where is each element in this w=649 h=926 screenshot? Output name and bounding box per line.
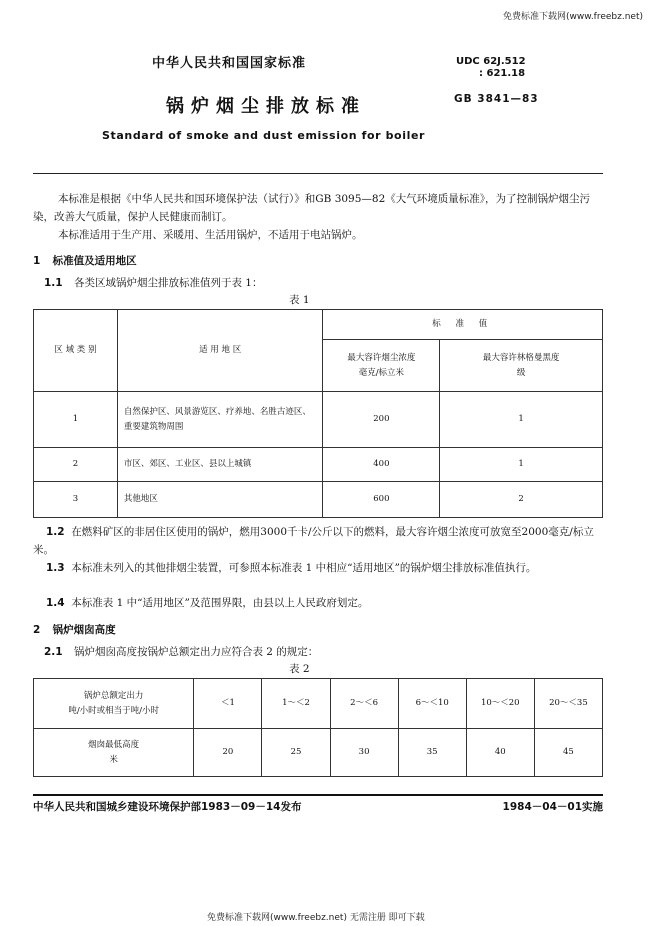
udc-code-continued: : 621.18	[479, 68, 526, 79]
section-title: 标准值及适用地区	[52, 255, 137, 267]
table-2-caption: 表 2	[289, 663, 310, 675]
chimney-height-table	[33, 678, 603, 777]
header-divider	[33, 173, 603, 174]
area-cell: 自然保护区、风景游览区、疗养地、名胜古迹区、重要建筑物周围	[117, 392, 323, 448]
section-title: 锅炉烟囱高度	[52, 624, 116, 636]
area-cell: 其他地区	[117, 482, 323, 518]
gb-code: GB 3841—83	[454, 93, 539, 105]
capacity-cell: ＜1	[194, 679, 262, 729]
capacity-cell: 10～＜20	[466, 679, 534, 729]
table-header-row	[34, 310, 603, 340]
capacity-row	[34, 679, 603, 729]
clause-text: 本标准表 1 中“适用地区”及范围界限，由县以上人民政府划定。	[71, 597, 369, 609]
height-cell: 35	[398, 729, 466, 777]
watermark-top: 免费标准下载网(www.freebz.net)	[503, 12, 643, 22]
clause-number: 1.3	[46, 562, 65, 574]
standard-title-cn: 锅炉烟尘排放标准	[166, 96, 366, 117]
height-row-label: 烟囱最低高度 米	[34, 729, 194, 777]
clause-text: 锅炉烟囱高度按锅炉总额定出力应符合表 2 的规定：	[73, 646, 319, 658]
zone-cell: 3	[34, 482, 118, 518]
zone-cell: 1	[34, 392, 118, 448]
clause-1-3	[33, 559, 603, 577]
column-header-area: 适 用 地 区	[117, 310, 323, 392]
section-1-heading	[33, 253, 137, 268]
dust-cell: 400	[323, 448, 440, 482]
column-header-zone: 区 域 类 别	[34, 310, 118, 392]
height-cell: 40	[466, 729, 534, 777]
area-cell: 市区、郊区、工业区、县以上城镇	[117, 448, 323, 482]
height-cell: 20	[194, 729, 262, 777]
clause-2-1	[44, 644, 318, 659]
capacity-cell: 6～＜10	[398, 679, 466, 729]
clause-number: 1.4	[46, 597, 65, 609]
height-cell: 45	[534, 729, 602, 777]
udc-code: UDC 62J.512	[456, 56, 526, 67]
zone-cell: 2	[34, 448, 118, 482]
height-cell: 25	[262, 729, 330, 777]
issuer-line: 中华人民共和国城乡建设环境保护部1983－09－14发布	[33, 801, 302, 813]
clause-1-2	[33, 523, 603, 559]
table-1-caption: 表 1	[289, 294, 310, 306]
height-row	[34, 729, 603, 777]
table-row	[34, 392, 603, 448]
clause-text: 在燃料矿区的非居住区使用的锅炉，燃用3000千卡/公斤以下的燃料，最大容许烟尘浓度可放宽至2000毫克/标立米。	[33, 526, 594, 556]
dust-cell: 600	[323, 482, 440, 518]
watermark-bottom: 免费标准下载网(www.freebz.net) 无需注册 即可下载	[207, 913, 425, 923]
column-header-ringelmann: 最大容许林格曼黑度 级	[440, 340, 603, 392]
clause-number: 1.1	[44, 277, 63, 289]
clause-1-4	[33, 594, 603, 612]
capacity-cell: 2～＜6	[330, 679, 398, 729]
dust-cell: 200	[323, 392, 440, 448]
column-header-standard: 标 准 值	[323, 310, 603, 340]
emission-standard-table	[33, 309, 603, 518]
capacity-cell: 20～＜35	[534, 679, 602, 729]
ringelmann-cell: 1	[440, 448, 603, 482]
column-header-dust: 最大容许烟尘浓度 毫克/标立米	[323, 340, 440, 392]
clause-number: 1.2	[46, 526, 65, 538]
table-row	[34, 482, 603, 518]
capacity-row-label: 锅炉总额定出力 吨/小时或相当于吨/小时	[34, 679, 194, 729]
effective-date: 1984－04－01实施	[502, 801, 603, 813]
clause-text: 本标准未列入的其他排烟尘装置，可参照本标准表 1 中相应“适用地区”的锅炉烟尘排放标准值执行。	[71, 562, 537, 574]
intro-paragraph-2: 本标准适用于生产用、采暖用、生活用锅炉，不适用于电站锅炉。	[58, 229, 363, 241]
capacity-cell: 1～＜2	[262, 679, 330, 729]
clause-1-1	[44, 275, 262, 290]
clause-text: 各类区域锅炉烟尘排放标准值列于表 1：	[73, 277, 263, 289]
height-cell: 30	[330, 729, 398, 777]
section-number: 1	[33, 255, 41, 267]
clause-number: 2.1	[44, 646, 63, 658]
section-2-heading	[33, 622, 116, 637]
table-row	[34, 448, 603, 482]
footer-divider	[33, 794, 603, 796]
section-number: 2	[33, 624, 41, 636]
intro-paragraph-1: 本标准是根据《中华人民共和国环境保护法（试行）》和GB 3095—82《大气环境质量标准》，为了控制锅炉烟尘污染，改善大气质量，保护人民健康而制订。	[33, 193, 591, 223]
ringelmann-cell: 2	[440, 482, 603, 518]
standard-title-en: Standard of smoke and dust emission for boiler	[102, 129, 426, 142]
ringelmann-cell: 1	[440, 392, 603, 448]
org-title: 中华人民共和国国家标准	[152, 56, 307, 71]
